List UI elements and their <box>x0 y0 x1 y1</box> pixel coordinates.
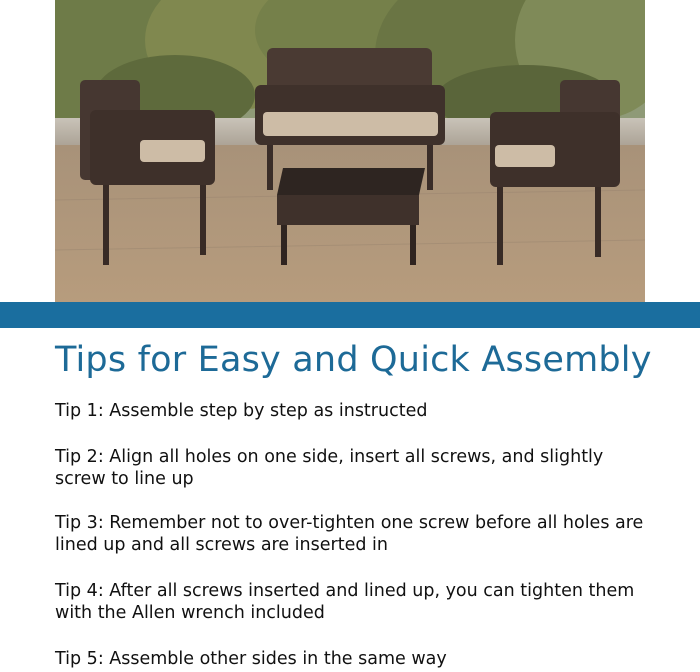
wicker-furniture-set-image <box>55 0 645 302</box>
tip-1: Tip 1: Assemble step by step as instructed <box>55 401 428 421</box>
patio-furniture-photo <box>55 0 645 302</box>
tip-3: Tip 3: Remember not to over-tighten one screw before all holes are lined up and all screws are inserted in <box>55 513 644 555</box>
tip-2: Tip 2: Align all holes on one side, insert all screws, and slightly screw to line up <box>55 447 604 489</box>
blue-divider-band <box>0 302 700 328</box>
tip-5: Tip 5: Assemble other sides in the same way <box>55 649 447 669</box>
tip-4: Tip 4: After all screws inserted and lined up, you can tighten them with the Allen wrench included <box>55 581 635 623</box>
page-title: Tips for Easy and Quick Assembly <box>55 340 652 380</box>
